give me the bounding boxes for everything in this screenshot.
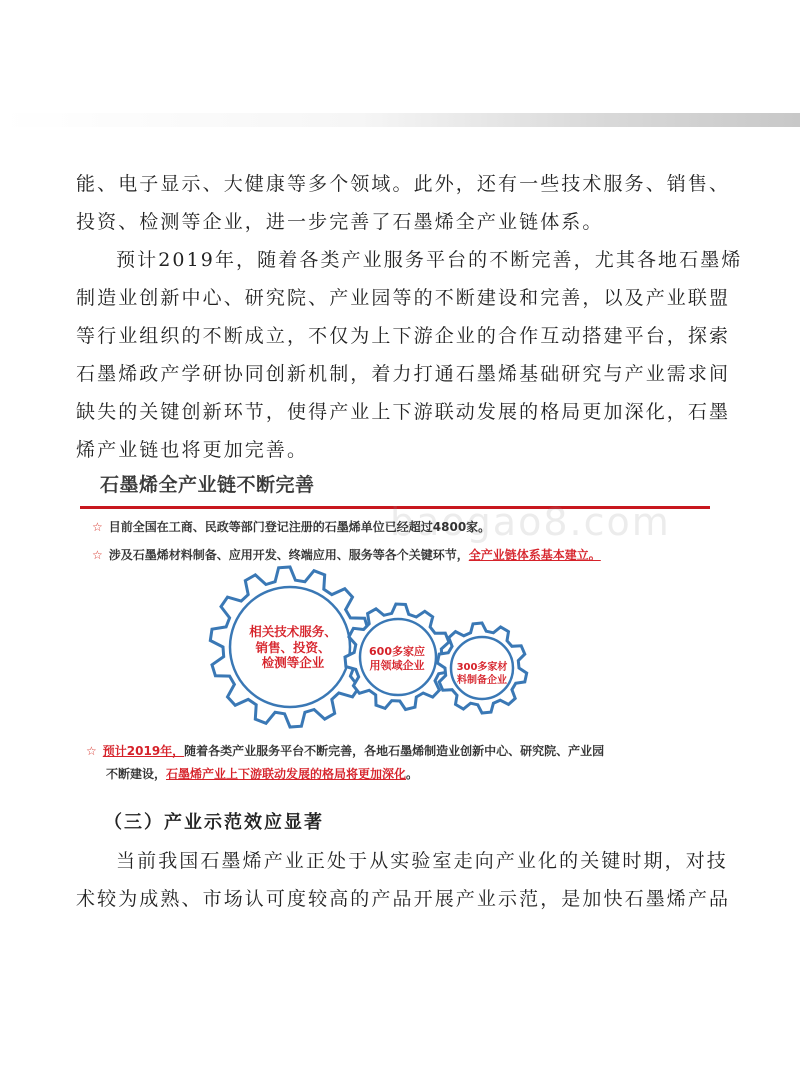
star-icon: ☆ — [92, 548, 103, 562]
text-line: 当前我国石墨烯产业正处于从实验室走向产业化的关键时期，对技 — [116, 850, 728, 872]
figure-bullet-3-cont — [106, 765, 418, 782]
bullet-highlight: 石墨烯产业上下游联动发展的格局将更加深化 — [166, 767, 407, 781]
section-heading: （三）产业示范效应显著 — [104, 812, 324, 833]
bullet-text: 涉及石墨烯材料制备、应用开发、终端应用、服务等各个关键环节， — [108, 548, 469, 562]
star-icon: ☆ — [92, 520, 103, 534]
text-line: 投资、检测等企业，进一步完善了石墨烯全产业链体系。 — [76, 211, 604, 233]
gear-label-line: 检测等企业 — [261, 655, 325, 671]
gear-label-materials — [450, 662, 514, 687]
text-line: 术较为成熟、市场认可度较高的产品开展产业示范，是加快石墨烯产品 — [76, 888, 731, 910]
header-gradient-bar — [0, 113, 800, 127]
figure-title: 石墨烯全产业链不断完善 — [100, 474, 315, 496]
gear-label-line: 用领域企业 — [369, 658, 425, 672]
figure-bullet-3 — [86, 742, 604, 759]
gear-label-line: 料制备企业 — [457, 674, 507, 686]
gear-label-line: 600多家应 — [369, 645, 425, 658]
figure-bullet-1 — [92, 518, 490, 535]
watermark: baogao8.com — [390, 500, 671, 544]
star-icon: ☆ — [86, 744, 97, 758]
text-line: 等行业组织的不断成立，不仅为上下游企业的合作互动搭建平台，探索 — [76, 325, 731, 347]
text-line: 石墨烯政产学研协同创新机制，着力打通石墨烯基础研究与产业需求间 — [76, 363, 731, 385]
bullet-text: 不断建设， — [106, 767, 167, 781]
bullet-text: 随着各类产业服务平台不断完善，各地石墨烯制造业创新中心、研究院、产业园 — [184, 744, 605, 758]
bullet-highlight: 全产业链体系基本建立。 — [468, 548, 601, 562]
gear-label-applications — [362, 645, 432, 673]
bullet-text: 目前全国在工商、民政等部门登记注册的石墨烯单位已经超过4800家。 — [108, 520, 491, 534]
text-line: 预计2019年，随着各类产业服务平台的不断完善，尤其各地石墨烯 — [116, 249, 743, 271]
paragraph-continued — [76, 165, 731, 241]
paragraph-forecast — [76, 241, 743, 469]
gear-label-line: 相关技术服务、 — [249, 624, 337, 639]
text-line: 制造业创新中心、研究院、产业园等的不断建设和完善，以及产业联盟 — [76, 287, 731, 309]
bullet-highlight: 预计2019年， — [102, 744, 185, 758]
text-line: 缺失的关键创新环节，使得产业上下游联动发展的格局更加深化，石墨 — [76, 401, 731, 423]
gear-label-line: 300多家材 — [456, 662, 508, 673]
text-line: 能、电子显示、大健康等多个领域。此外，还有一些技术服务、销售、 — [76, 173, 731, 195]
gear-label-line: 销售、投资、 — [255, 639, 331, 655]
figure-bullet-2 — [92, 546, 601, 563]
paragraph-demonstration — [76, 842, 731, 918]
text-line: 烯产业链也将更加完善。 — [76, 439, 309, 461]
bullet-text: 。 — [406, 767, 419, 781]
gear-label-services — [228, 624, 358, 671]
